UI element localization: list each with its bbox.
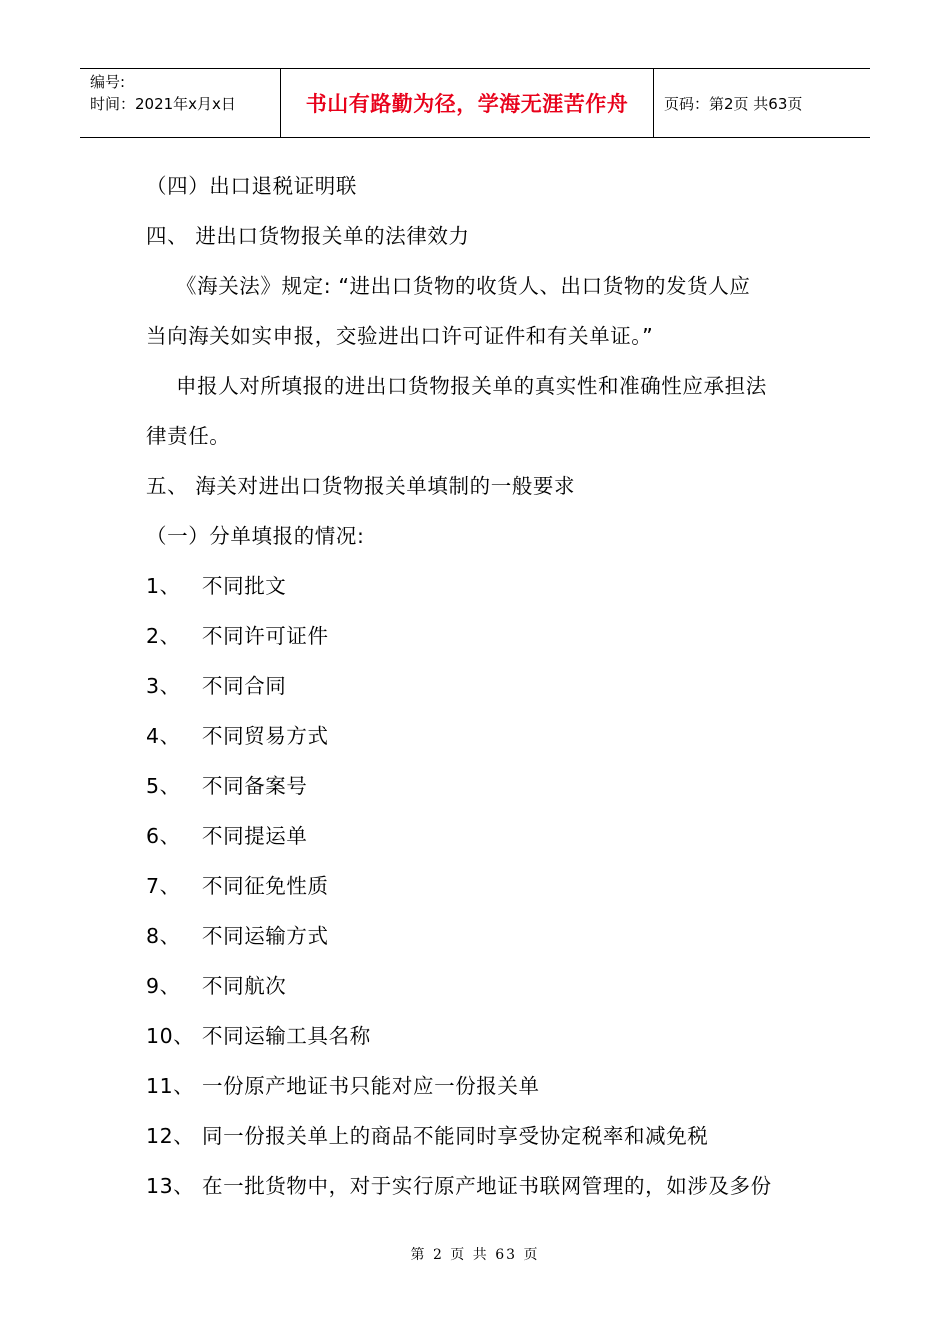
list-item-number: 8、 [146, 924, 181, 948]
list-item [146, 613, 811, 663]
list-item-text: 不同运输方式 [202, 924, 329, 948]
list-item-text: 不同运输工具名称 [202, 1024, 371, 1048]
list-item-text: 不同征免性质 [202, 874, 329, 898]
list-item [146, 713, 811, 763]
document-body [146, 163, 811, 1213]
list-item [146, 813, 811, 863]
list-item-number: 10、 [146, 1024, 195, 1048]
list-item-text: 在一批货物中，对于实行原产地证书联网管理的，如涉及多份 [202, 1174, 772, 1198]
section-heading: 五、 海关对进出口货物报关单填制的一般要求 [146, 474, 576, 498]
list-item [146, 1013, 811, 1063]
page-header-table [80, 68, 870, 138]
list-item [146, 863, 811, 913]
list-item-number: 4、 [146, 724, 181, 748]
list-item-text: 不同提运单 [202, 824, 308, 848]
list-item-number: 7、 [146, 874, 181, 898]
header-page-info: 页码：第2页 共63页 [664, 94, 803, 113]
list-item-text: 同一份报关单上的商品不能同时享受协定税率和减免税 [202, 1124, 709, 1148]
list-item [146, 763, 811, 813]
section-heading: 四、 进出口货物报关单的法律效力 [146, 224, 470, 248]
list-item [146, 663, 811, 713]
list-item-number: 6、 [146, 824, 181, 848]
list-item-text: 不同许可证件 [202, 624, 329, 648]
list-item-text: 一份原产地证书只能对应一份报关单 [202, 1074, 540, 1098]
list-item-number: 12、 [146, 1124, 195, 1148]
page-footer: 第 2 页 共 63 页 [410, 1247, 540, 1263]
list-item [146, 1063, 811, 1113]
list-item-number: 9、 [146, 974, 181, 998]
list-item [146, 1163, 811, 1213]
list-item [146, 913, 811, 963]
doc-number-label: 编号: [90, 73, 126, 91]
list-item [146, 1113, 811, 1163]
paragraph-line: （四）出口退税证明联 [146, 174, 357, 198]
list-item-number: 2、 [146, 624, 181, 648]
list-item-text: 不同合同 [202, 674, 287, 698]
list-item-text: 不同航次 [202, 974, 287, 998]
list-item-number: 5、 [146, 774, 181, 798]
paragraph-line: 申报人对所填报的进出口货物报关单的真实性和准确性应承担法 [176, 374, 767, 398]
paragraph-line: 《海关法》规定: “进出口货物的收货人、出口货物的发货人应 [176, 274, 751, 298]
list-item [146, 563, 811, 613]
list-item-number: 11、 [146, 1074, 195, 1098]
list-item-text: 不同备案号 [202, 774, 308, 798]
list-item-number: 3、 [146, 674, 181, 698]
list-item-text: 不同批文 [202, 574, 287, 598]
list-item-number: 13、 [146, 1174, 195, 1198]
list-item [146, 963, 811, 1013]
date-line: 时间：2021年x月x日 [90, 95, 236, 113]
paragraph-line: 当向海关如实申报，交验进出口许可证件和有关单证。” [146, 324, 654, 348]
header-meta [80, 69, 281, 137]
subsection-heading: （一）分单填报的情况: [146, 524, 365, 548]
paragraph-line: 律责任。 [146, 424, 231, 448]
list-item-number: 1、 [146, 574, 181, 598]
header-motto: 书山有路勤为径，学海无涯苦作舟 [281, 69, 654, 137]
list-item-text: 不同贸易方式 [202, 724, 329, 748]
